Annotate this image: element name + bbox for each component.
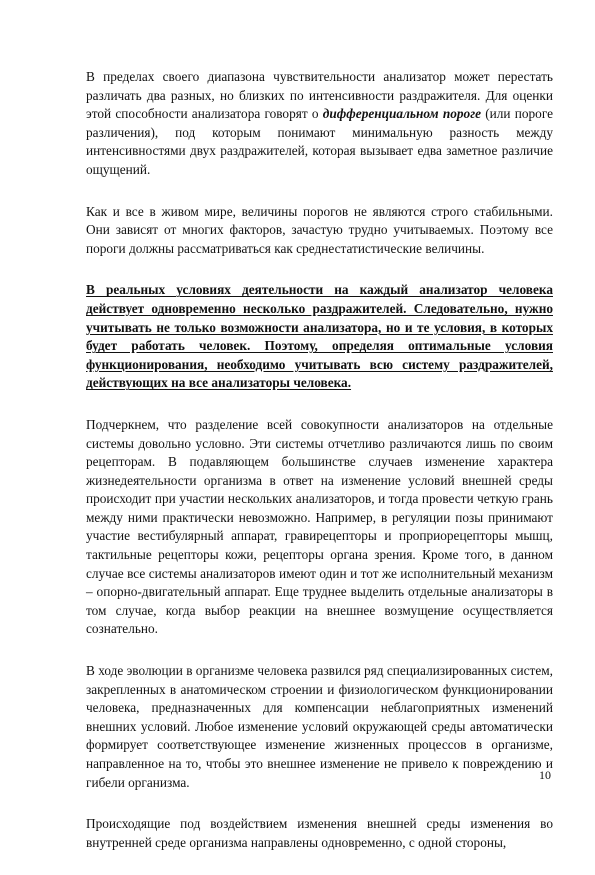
paragraph-evolution: В ходе эволюции в организме человека развился ряд специализированных систем, закрепленных в анатомическом строении и физиологическом функционировании человека, предназначенных для компенсации неблагоприятных изменений внешних условий. Любое изменение условий окружающей среды автоматически формирует соответствующее изменение жизненных процессов в организме, направленное на то, чтобы это внешнее изменение не привело к повреждению и гибели организма.: [86, 663, 553, 790]
document-body: [86, 68, 553, 875]
paragraph-text: В пределах своего диапазона чувствительности анализатор может перестать различать два разных, но близких по интенсивности раздражителя. Для оценки этой способности анализатора говорят о: [86, 69, 553, 122]
page-number: 10: [539, 768, 551, 782]
paragraph-text: (или пороге различения), под которым понимают минимальную разность между интенсивностями двух раздражителей, которая вызывает едва заметное различие ощущений.: [86, 106, 554, 177]
paragraph-differential-threshold: [86, 68, 553, 180]
paragraph-real-conditions: В реальных условиях деятельности на каждый анализатор человека действует одновременно несколько раздражителей. Следовательно, нужно учитывать не только возможности анализатора, но и те условия, в которых будет работать человек. Поэтому, определяя оптимальные условия функционирования, необходимо учитывать всю систему раздражителей, действующих на все анализаторы человека.: [86, 282, 553, 391]
term-differential-threshold: дифференциальном пороге: [322, 106, 481, 122]
paragraph-analyzer-systems: Подчеркнем, что разделение всей совокупности анализаторов на отдельные системы довольно условно. Эти системы отчетливо различаются лишь по своим рецепторам. В подавляющем большинстве случаев изменение характера жизнедеятельности организма в ответ на изменение условий внешней среды происходит при участии нескольких анализаторов, и тогда провести четкую грань между ними практически невозможно. Например, в регуляции позы принимают участие вестибулярный аппарат, гравирецепторы и проприорецепторы мышц, тактильные рецепторы кожи, рецепторы органа зрения. Кроме того, в данном случае все системы анализаторов имеют один и тот же исполнительный механизм – опорно-двигательный аппарат. Еще труднее выделить отдельные анализаторы в том случае, когда выбор реакции на внешнее возмущение осуществляется сознательно.: [86, 416, 553, 637]
paragraph-internal-environment: Происходящие под воздействием изменения внешней среды изменения во внутренней среде организма направлены одновременно, с одной стороны,: [86, 816, 553, 850]
paragraph-thresholds: Как и все в живом мире, величины порогов не являются строго стабильными. Они зависят от многих факторов, зачастую трудно учитываемых. Поэтому все пороги должны рассматриваться как среднестатистические величины.: [86, 203, 553, 256]
